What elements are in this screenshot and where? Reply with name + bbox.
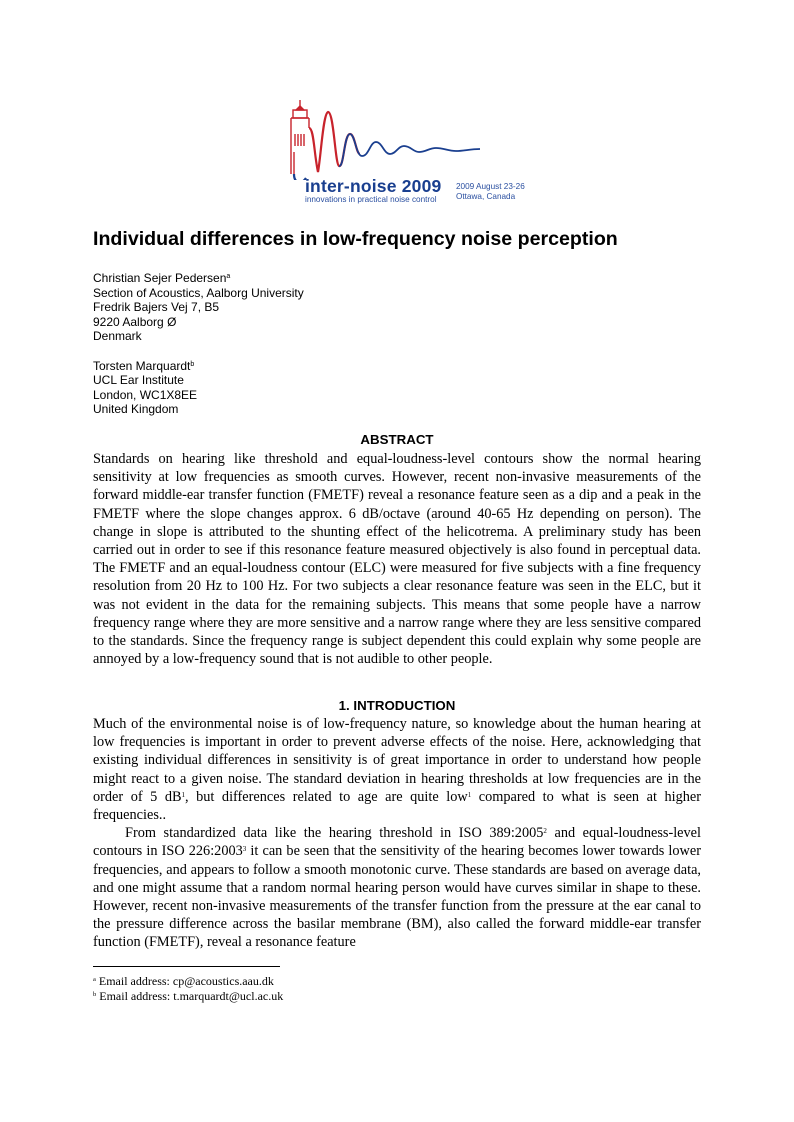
intro-paragraph-1: Much of the environmental noise is of low-frequency nature, so knowledge about the human hearing at low frequencies is important in order to prevent adverse effects of the noise. Here, acknowledging that existing individual differences in sensitivity is of great importance in order to understand how people might react to a given noise. The standard deviation in hearing thresholds at low frequencies are in the order of 5 $dB^1$, but differences related to age are quite low$^1$ compared to what is seen at higher frequencies.. [93,716,701,824]
footnote: $^b$ Email address: t.marquardt@ucl.ac.uk [93,988,284,1003]
abstract-heading: ABSTRACT [360,432,434,447]
affiliation-line: London, WC1X8EE [93,387,198,402]
reference-mark: 1 [181,790,186,799]
author-block [93,271,304,417]
author-mark: a [226,273,231,280]
affiliation-line: Fredrik Bajers Vej 7, B5 [93,300,220,315]
introduction-heading: 1. INTRODUCTION [338,698,456,713]
footnote-divider [93,966,280,967]
affiliation-line: United Kingdom [93,402,179,417]
introduction-body [93,715,701,952]
affiliation-line: Section of Acoustics, Aalborg University [93,285,304,300]
paper-title: Individual differences in low-frequency noise perception [93,228,618,250]
author-name: Christian Sejer Pedersen$^a$ [93,271,231,285]
logo-place: Ottawa, Canada [456,192,516,201]
footnote: $^a$ Email address: cp@acoustics.aau.dk [93,974,274,988]
abstract-body [93,450,701,668]
intro-paragraph-2: From standardized data like the hearing threshold in ISO 389:2005$^2$ and equal-loudness-level contours in ISO 226:2003$^3$ it can be seen that the sensitivity of the hearing becomes lower towards lower frequencies, and appears to follow a smooth monotonic curve. These standards are based on average data, and one might assume that a random normal hearing person would have curves similar in shape to these. However, recent non-invasive measurements of the transfer function from the pressure at the ear canal to the pressure difference across the basilar membrane (BM), also called the forward middle-ear transfer function (FMETF), reveal a resonance feature [93,825,701,951]
logo-graphic [284,94,544,180]
reference-mark: 2 [543,827,547,836]
author-name: Torsten Marquardt$^b$ [93,358,195,373]
affiliation-line: Denmark [93,329,142,344]
affiliation-line: UCL Ear Institute [93,373,184,388]
conference-logo [284,94,544,206]
footnotes [93,974,283,1003]
reference-mark: 1 [467,790,472,799]
reference-mark: 3 [242,845,247,854]
logo-date: 2009 August 23-26 [456,182,525,191]
logo-date-place [456,182,525,202]
author-mark: b [190,360,195,368]
logo-tagline: innovations in practical noise control [305,195,437,204]
abstract-text: Standards on hearing like threshold and equal-loudness-level contours show the normal hearing sensitivity at low frequencies as smooth curves. However, recent non-invasive measurements of the forward middle-ear transfer function (FMETF) reveal a resonance feature seen as a dip and a peak in the FMETF where the slope changes approx. 6 dB/octave (around 40-65 Hz depending on person). The change in slope is attributed to the shunting effect of the helicotrema. A preliminary study has been carried out in order to see if this resonance feature measured objectively is also found in perceptual data. The FMETF and an equal-loudness contour (ELC) were measured for five subjects with a fine frequency resolution from 20 Hz to 100 Hz. For two subjects a clear resonance feature was seen in the ELC, but it was not evident in the data for the remaining subjects. This means that some people have a narrow frequency range where they are more sensitive and a narrow range where they are less sensitive compared to the standards. Since the frequency range is subject dependent this could explain why some people are annoyed by a low-frequency sound that is not audible to other people. [93,451,701,668]
logo-conference-name: inter-noise 2009 [305,176,442,196]
affiliation-line: 9220 Aalborg Ø [93,314,177,329]
